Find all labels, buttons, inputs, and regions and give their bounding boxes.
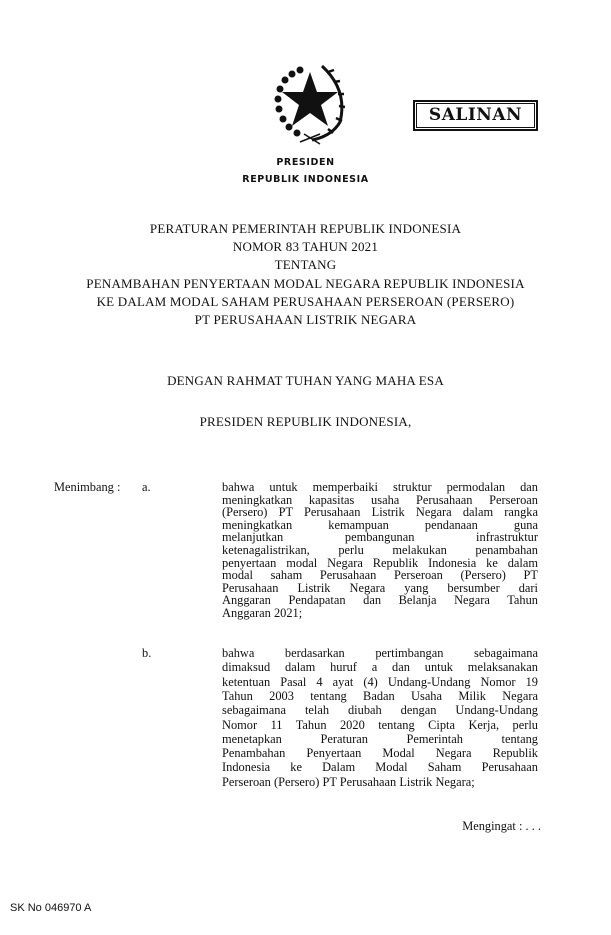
regulation-subject-line3: PT PERUSAHAAN LISTRIK NEGARA [194, 312, 417, 327]
paragraph-line: Nomor 11 Tahun 2020 tentang Cipta Kerja, perlu [222, 717, 538, 732]
paragraph-line: menetapkan Peraturan Pemerintah tentang [222, 731, 538, 746]
paragraph-line: (Persero) PT Perusahaan Listrik Negara dalam rangka [222, 505, 538, 520]
item-marker-b: b. [142, 646, 152, 660]
paragraph-line: dimaksud dalam huruf a dan untuk melaksanakan [222, 660, 538, 675]
paragraph-line: Tahun 2003 tentang Badan Usaha Milik Negara [222, 688, 538, 703]
regulation-subject-line1: PENAMBAHAN PENYERTAAN MODAL NEGARA REPUBLIK INDONESIA [86, 276, 525, 291]
paragraph-line: Indonesia ke Dalam Modal Saham Perusahaan [222, 760, 538, 775]
president-heading: PRESIDEN REPUBLIK INDONESIA, [199, 414, 412, 429]
paragraph-line: melanjutkan pembangunan infrastruktur [222, 530, 538, 545]
paragraph-line: modal saham Perusahaan Perseroan (Persero) PT [222, 568, 538, 583]
paragraph-line: penyertaan modal Negara Republik Indonesia ke dalam [222, 555, 538, 570]
paragraph-line: meningkatkan kemampuan pendanaan guna [222, 517, 538, 532]
paragraph-line: bahwa untuk memperbaiki struktur permodalan dan [222, 480, 538, 494]
paragraph-line: Perusahaan Listrik Negara yang bersumber dari [222, 580, 538, 595]
paragraph-line: meningkatkan kapasitas usaha Perusahaan Perseroan [222, 492, 538, 507]
regulation-number: NOMOR 83 TAHUN 2021 [232, 239, 379, 254]
invocation: DENGAN RAHMAT TUHAN YANG MAHA ESA [167, 373, 444, 388]
paragraph-line: Anggaran 2021; [222, 606, 303, 620]
paragraph-line: sebagaimana telah diubah dengan Undang-Undang [222, 703, 538, 718]
continuation-mengingat: Mengingat : . . . [462, 819, 541, 833]
regulation-subject-line2: KE DALAM MODAL SAHAM PERUSAHAAN PERSEROAN (PERSERO) [96, 294, 515, 309]
regulation-about: TENTANG [274, 257, 337, 272]
regulation-type: PERATURAN PEMERINTAH REPUBLIK INDONESIA [149, 221, 462, 236]
garuda-emblem-icon [270, 60, 350, 150]
menimbang-label: Menimbang : [54, 480, 121, 494]
paragraph-line: Anggaran Pendapatan dan Belanja Negara Tahun [222, 593, 538, 608]
document-serial: SK No 046970 A [10, 902, 92, 914]
paragraph-line: Penambahan Penyertaan Modal Negara Republik [222, 746, 538, 761]
paragraph-line: bahwa berdasarkan pertimbangan sebagaimana [222, 646, 538, 660]
office-title-president: PRESIDEN [276, 157, 335, 168]
paragraph-line: ketentuan Pasal 4 ayat (4) Undang-Undang Nomor 19 [222, 674, 538, 689]
office-title-republic: REPUBLIK INDONESIA [242, 174, 369, 185]
item-marker-a: a. [142, 480, 151, 494]
paragraph-line: ketenagalistrikan, perlu melakukan penambahan [222, 543, 538, 557]
salinan-stamp: SALINAN [413, 100, 538, 131]
paragraph-line: Perseroan (Persero) PT Perusahaan Listrik Negara; [222, 774, 475, 789]
